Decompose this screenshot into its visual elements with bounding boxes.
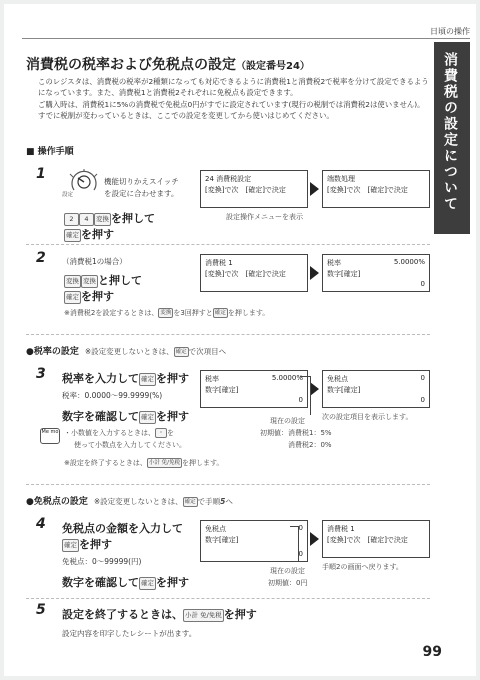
- key-4[interactable]: 4: [79, 213, 94, 226]
- instruction-text: 設定を終了するときは、: [62, 608, 183, 621]
- note-step-number: 5: [220, 497, 226, 506]
- arrow-right-icon: [310, 182, 319, 196]
- note-text: で手順: [197, 497, 221, 506]
- step-4-return-note: 手順2の画面へ戻ります。: [322, 563, 403, 571]
- instruction-text: 税率を入力して: [62, 372, 139, 385]
- exemption-heading: [26, 494, 233, 507]
- section-heading-text: ●税率の設定: [26, 347, 79, 357]
- step-2-display-2: [322, 254, 430, 292]
- display-value: 0: [420, 280, 425, 288]
- display-line: 数字[確定]: [205, 386, 239, 394]
- key-decimal-point[interactable]: ・: [155, 428, 167, 438]
- key-convert[interactable]: 変換: [81, 275, 98, 288]
- step-1-instruction-2: [64, 226, 114, 242]
- display-line: 端数処理: [327, 175, 355, 183]
- display-line: 免税点: [205, 525, 226, 533]
- intro-paragraph-3: すでに税制が変わっているときは、ここでの設定を変更してから使いはじめてください。: [38, 110, 334, 120]
- display-value: 5.0000%: [393, 258, 425, 266]
- display-value: 5.0000%: [271, 374, 303, 382]
- key-confirm[interactable]: 確定: [139, 373, 156, 386]
- current-setting-pointer: [290, 526, 299, 561]
- display-line: [変換]で次 [確定]で決定: [327, 186, 408, 194]
- instruction-text: 数字を確認して: [62, 576, 139, 589]
- step-1-desc-2: を設定に合わせます。: [104, 189, 179, 198]
- display-line: 数字[確定]: [327, 270, 361, 278]
- key-subtotal-exempt[interactable]: 小計 免/免税: [183, 609, 224, 622]
- step-2-press-text-1: と押して: [98, 274, 142, 287]
- note-text: を押します。: [181, 459, 224, 467]
- step-4-initial: 初期値：0円: [268, 579, 308, 587]
- step-3-display-2: [322, 370, 430, 408]
- key-confirm[interactable]: 確定: [175, 349, 187, 355]
- display-value: 0: [298, 550, 303, 558]
- step-1-note: 設定操作メニューを表示: [226, 213, 303, 221]
- arrow-right-icon: [310, 266, 319, 280]
- note-text: へ: [225, 497, 233, 506]
- key-convert[interactable]: 変換: [160, 310, 172, 316]
- side-tab: [434, 42, 470, 234]
- note-text: を押します。: [227, 309, 270, 317]
- key-confirm[interactable]: 確定: [214, 310, 226, 316]
- tip-text: を: [167, 429, 174, 437]
- step-5-instruction: [62, 606, 257, 622]
- instruction-text: 数字を確認して: [62, 410, 139, 423]
- page-title: [26, 54, 310, 74]
- key-2[interactable]: 2: [64, 213, 79, 226]
- note-text: ※設定を終了するときは、: [64, 459, 147, 467]
- note-text: を3回押すと: [173, 309, 213, 317]
- switch-setting-label: 設定: [62, 192, 74, 198]
- step-1-press-text-2: を押す: [81, 228, 114, 241]
- step-2-instruction-1: [64, 272, 142, 288]
- display-value: 0: [298, 524, 303, 532]
- display-line: [変換]で次 [確定]で決定: [205, 270, 286, 278]
- step-2-number: 2: [36, 250, 46, 266]
- step-5-number: 5: [36, 602, 46, 618]
- arrow-right-icon: [310, 382, 319, 396]
- page-number: 99: [422, 644, 442, 660]
- step-1-desc-1: 機能切りかえスイッチ: [104, 177, 179, 186]
- step-3-instruction-2: [62, 408, 189, 424]
- step-5-note: 設定内容を印字したレシートが出ます。: [62, 629, 197, 638]
- display-line: 免税点: [327, 375, 348, 383]
- display-line: 数字[確定]: [205, 536, 239, 544]
- divider: [26, 244, 430, 245]
- intro-text: [38, 76, 434, 121]
- side-tab-label: 消費税の設定について: [442, 52, 458, 212]
- step-1-instruction-1: [64, 210, 155, 226]
- instruction-text: を押す: [156, 410, 189, 423]
- key-confirm[interactable]: 確定: [139, 411, 156, 424]
- step-3-tip-2: 使って小数点を入力してください。: [74, 441, 186, 449]
- display-value: 0: [420, 374, 425, 382]
- step-3-current-label: 現在の設定: [270, 417, 305, 425]
- display-line: 24 消費税設定: [205, 175, 252, 183]
- divider: [26, 598, 430, 599]
- step-2-condition: （消費税1の場合）: [62, 257, 127, 266]
- key-confirm[interactable]: 確定: [64, 229, 81, 242]
- step-4-instruction-1: 免税点の金額を入力して: [62, 522, 183, 535]
- key-subtotal-exempt[interactable]: 小計 免/免税: [148, 460, 180, 466]
- note-text: ※設定変更しないときは、: [93, 497, 183, 506]
- note-text: ※消費税2を設定するときは、: [64, 309, 159, 317]
- intro-paragraph-1: このレジスタは、消費税の税率が2種類になっても対応できるように消費税1と消費税2で税率を分けて設定できるようになっています。また、消費税1と消費税2それぞれに免税点も設定できます。: [38, 77, 429, 98]
- display-line: 税率: [327, 259, 341, 267]
- key-convert[interactable]: 変換: [94, 213, 111, 226]
- display-value: 0: [420, 396, 425, 404]
- step-2-display-1: [200, 254, 308, 292]
- step-4-current-label: 現在の設定: [270, 567, 305, 575]
- display-line: 消費税 1: [327, 525, 355, 533]
- key-confirm[interactable]: 確定: [184, 499, 196, 505]
- step-1-press-text-1: を押して: [111, 212, 155, 225]
- key-confirm[interactable]: 確定: [64, 291, 81, 304]
- step-2-instruction-2: [64, 288, 114, 304]
- step-3-tip-1: [64, 428, 174, 438]
- step-3-number: 3: [36, 366, 46, 382]
- tax-rate-heading: [26, 344, 226, 357]
- display-line: 税率: [205, 375, 219, 383]
- arrow-right-icon: [310, 532, 319, 546]
- step-4-instruction-2: [62, 574, 189, 590]
- tax-rate-range: 税率：0.0000～99.9999(%): [62, 391, 163, 400]
- step-1-number: 1: [36, 166, 46, 182]
- step-4-display-2: [322, 520, 430, 558]
- step-4-number: 4: [36, 516, 46, 532]
- key-confirm[interactable]: 確定: [139, 577, 156, 590]
- page-title-sub: （設定番号24）: [236, 61, 310, 72]
- intro-paragraph-2: ご購入時は、消費税1に5%の消費税で免税点0円がすでに設定されています(現行の税制では消費税2は使いません)。: [38, 99, 425, 109]
- procedure-heading: ■ 操作手順: [26, 147, 74, 157]
- current-setting-pointer: [300, 376, 311, 415]
- display-value: 0: [298, 396, 303, 404]
- step-4-instruction-1b: [62, 536, 112, 552]
- step-3-display-1: [200, 370, 308, 408]
- step-2-note: [64, 308, 269, 318]
- display-line: 消費税 1: [205, 259, 233, 267]
- display-line: 数字[確定]: [327, 386, 361, 394]
- section-heading-text: ●免税点の設定: [26, 497, 88, 507]
- step-3-initial-1: 初期値：消費税1：5%: [260, 429, 332, 437]
- exemption-range: 免税点：0～99999(円): [62, 557, 142, 566]
- header-section-label: 日頃の操作: [430, 27, 470, 36]
- display-line: [変換]で次 [確定]で決定: [205, 186, 286, 194]
- key-confirm[interactable]: 確定: [62, 539, 79, 552]
- note-text: ※設定変更しないときは、: [84, 347, 174, 356]
- step-3-initial-2: 消費税2：0%: [288, 441, 332, 449]
- instruction-text: を押す: [156, 372, 189, 385]
- divider: [26, 334, 430, 335]
- step-2-press-text-2: を押す: [81, 290, 114, 303]
- instruction-text: を押す: [156, 576, 189, 589]
- step-3-end-note: [64, 458, 223, 468]
- step-1-display-2: [322, 170, 430, 208]
- tip-text: ・小数値を入力するときは、: [64, 429, 155, 437]
- memo-icon: Me mo: [40, 428, 60, 444]
- step-3-instruction-1: [62, 370, 189, 386]
- divider: [26, 484, 430, 485]
- step-1-display-1: [200, 170, 308, 208]
- key-convert[interactable]: 変換: [64, 275, 81, 288]
- instruction-text: を押す: [79, 538, 112, 551]
- manual-page: [4, 4, 476, 676]
- note-text: で次項目へ: [188, 347, 227, 356]
- display-line: [変換]で次 [確定]で決定: [327, 536, 408, 544]
- instruction-text: を押す: [223, 608, 257, 621]
- page-title-main: 消費税の税率および免税点の設定: [26, 57, 236, 73]
- step-3-next-note: 次の設定項目を表示します。: [322, 413, 413, 421]
